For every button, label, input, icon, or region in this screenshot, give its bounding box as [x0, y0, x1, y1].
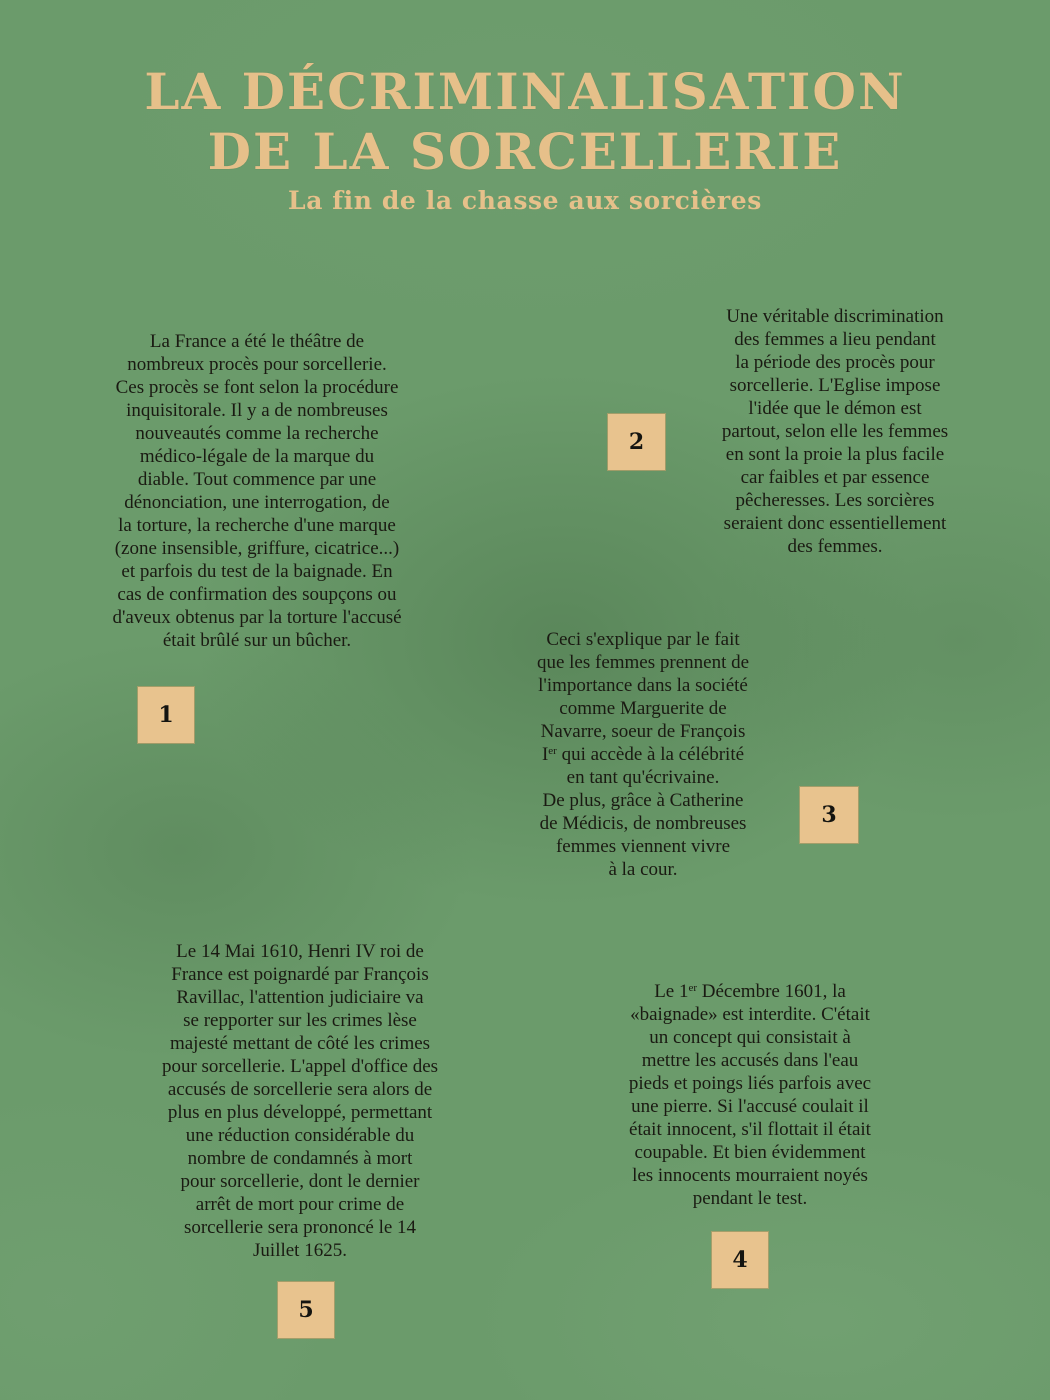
section-1-number-badge: 1 — [138, 687, 194, 743]
section-5-number-badge: 5 — [278, 1282, 334, 1338]
section-4-text-part-2: Décembre 1601, la «baignade» est interdite. C'était un concept qui consistait à mettre les accusés dans l'eau pieds et poings liés parfois avec une pierre. Si l'accusé coulait il était innocent, s'il flottait il était coupable. Et bien évidemment les innocents mourraient noyés pendant le test. — [628, 981, 872, 1209]
page-title-line-2: DE LA SORCELLERIE — [207, 122, 843, 181]
section-4-text-part-1: Le 1 — [654, 981, 689, 1002]
section-1-text: La France a été le théâtre de nombreux procès pour sorcellerie. Ces procès se font selon la procédure inquisitorale. Il y a de nombreuses nouveautés comme la recherche médico-légale de la marque du diable. Tout commence par une dénonciation, une interrogation, de la torture, la recherche d'une marque (zone insensible, griffure, cicatrice...) et parfois du test de la baignade. En cas de confirmation des soupçons ou d'aveux obtenus par la torture l'accusé était brûlé sur un bûcher. — [112, 331, 402, 651]
section-3-text-part-2: qui accède à la célébrité en tant qu'écrivaine. De plus, grâce à Catherine de Médicis, de nombreuses femmes viennent vivre à la cour. — [539, 744, 747, 880]
section-3-text — [498, 628, 788, 881]
page-title-line-1: LA DÉCRIMINALISATION — [144, 62, 906, 121]
section-3-number-badge: 3 — [800, 787, 858, 843]
page-header — [0, 62, 1050, 216]
section-4-number-badge: 4 — [712, 1232, 768, 1288]
section-4-text — [590, 980, 910, 1210]
page-subtitle: La fin de la chasse aux sorcières — [288, 186, 762, 215]
section-5-text: Le 14 Mai 1610, Henri IV roi de France est poignardé par François Ravillac, l'attention judiciaire va se repporter sur les crimes lèse majesté mettant de côté les crimes pour sorcellerie. L'appel d'office des accusés de sorcellerie sera alors de plus en plus développé, permettant une réduction considérable du nombre de condamnés à mort pour sorcellerie, dont le dernier arrêt de mort pour crime de sorcellerie sera prononcé le 14 Juillet 1625. — [161, 941, 439, 1261]
section-2-number-badge: 2 — [608, 414, 665, 470]
section-2-text: Une véritable discrimination des femmes a lieu pendant la période des procès pour sorcellerie. L'Eglise impose l'idée que le démon est partout, selon elle les femmes en sont la proie la plus facile car faibles et par essence pêcheresses. Les sorcières seraient donc essentiellement des femmes. — [721, 306, 949, 557]
section-3-superscript: er — [548, 745, 557, 757]
section-3-text-part-1: Ceci s'explique par le fait que les femmes prennent de l'importance dans la société comme Marguerite de Navarre, soeur de François I — [536, 629, 750, 765]
section-4-superscript: er — [688, 982, 698, 994]
